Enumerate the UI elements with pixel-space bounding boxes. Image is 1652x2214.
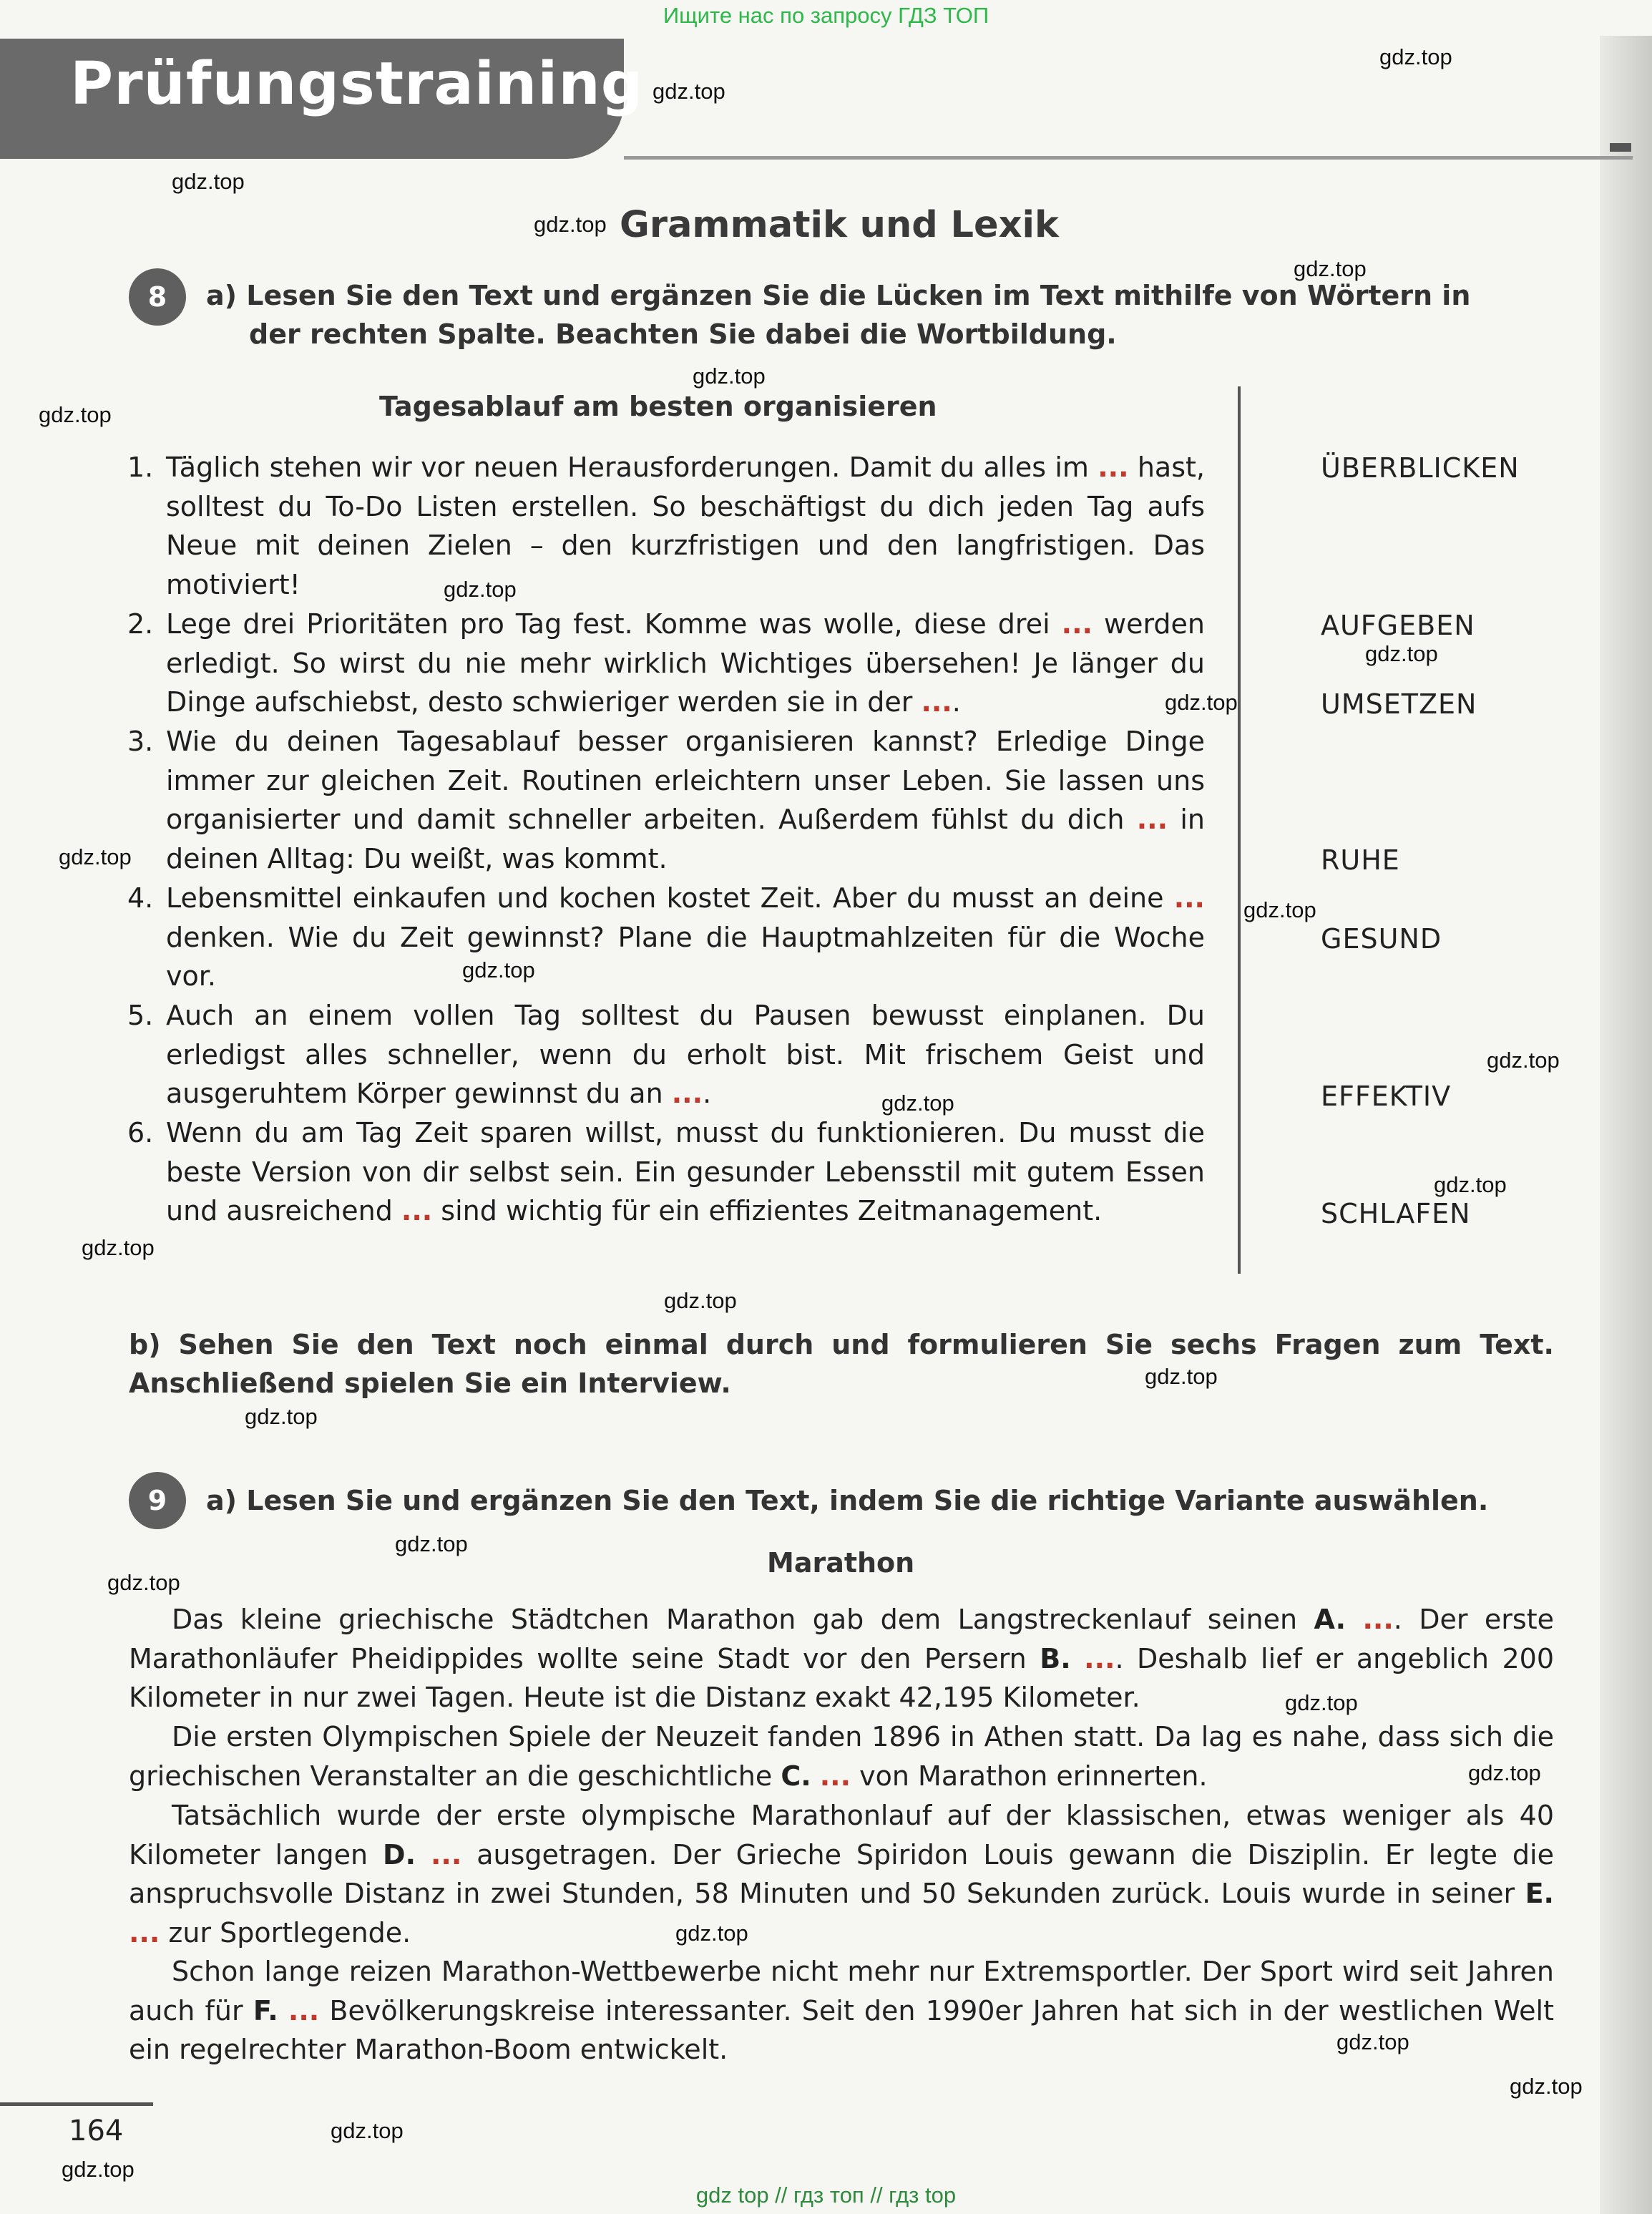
page-title: Prüfungstraining (70, 50, 644, 118)
watermark[interactable]: gdz.top (675, 1921, 748, 1946)
keyword: ÜBERBLICKEN (1321, 452, 1520, 484)
watermark[interactable]: gdz.top (664, 1288, 737, 1313)
gap-marker: ... (1173, 882, 1205, 914)
watermark[interactable]: gdz.top (1487, 1048, 1560, 1073)
watermark[interactable]: gdz.top (1243, 897, 1316, 922)
marathon-paragraph-1: Das kleine griechische Städtchen Marathon gab dem Langstreckenlauf seinen A. .... Der erste Marathonläufer Pheidippides wollte seine Stadt vor den Persern B. .... Deshalb lief er angeblich 200 Kilometer in nur zwei Tagen. Heute ist die Distanz exakt 42,195 Kilometer. (129, 1604, 1554, 1713)
gap-marker: ... (401, 1195, 433, 1227)
watermark[interactable]: gdz.top (462, 957, 535, 982)
column-divider (1238, 386, 1241, 1274)
marathon-paragraph-4: Schon lange reizen Marathon-Wettbewerbe nicht mehr nur Extremsportler. Der Sport wird seit Jahren auch für F. ... Bevölkerungskreise interessanter. Seit den 1990er Jahren hat sich in der westlichen Welt ein regelrechter Marathon-Boom entwickelt. (129, 1956, 1554, 2065)
gap-marker: ... (1061, 608, 1093, 640)
watermark[interactable]: gdz.top (1510, 2074, 1583, 2099)
item-text: Lege drei Prioritäten pro Tag fest. Komme was wolle, diese drei ... werden erledigt. So wirst du nie mehr wirklich Wichtiges übersehen! Je länger du Dinge aufschiebst, desto schwieriger werden sie in der .... (166, 608, 1205, 718)
watermark[interactable]: gdz.top (1145, 1364, 1218, 1389)
gap-marker: ... (1098, 452, 1129, 483)
watermark[interactable]: gdz.top (1468, 1760, 1541, 1785)
page-edge-marker (1610, 143, 1631, 152)
item-text: Wenn du am Tag Zeit sparen willst, musst du funktionieren. Du musst die beste Version von dir selbst sein. Ein gesunder Lebensstil mit gutem Essen und ausreichend ... sind wichtig für ein effizientes Zeitmanagement. (166, 1117, 1205, 1227)
watermark[interactable]: gdz.top (881, 1091, 954, 1116)
item-number: 3. (127, 726, 154, 757)
watermark[interactable]: gdz.top (1285, 1690, 1358, 1715)
watermark[interactable]: gdz.top (39, 402, 112, 427)
watermark[interactable]: gdz.top (172, 169, 245, 194)
keyword: GESUND (1321, 923, 1442, 955)
item-number: 5. (127, 1000, 154, 1031)
watermark[interactable]: gdz.top (1365, 641, 1438, 666)
page-binding-shadow (1600, 36, 1652, 2214)
item-number: 4. (127, 882, 154, 914)
gap-marker: ... (1084, 1642, 1115, 1674)
watermark[interactable]: gdz.top (59, 844, 132, 869)
watermark[interactable]: gdz.top (1379, 44, 1452, 69)
keyword: SCHLAFEN (1321, 1198, 1471, 1229)
watermark[interactable]: gdz.top (62, 2157, 135, 2182)
watermark[interactable]: gdz.top (693, 364, 766, 389)
watermark[interactable]: gdz.top (444, 577, 517, 602)
marathon-paragraph-3: Tatsächlich wurde der erste olympische Marathonlauf auf der klassischen, etwas weniger als 40 Kilometer langen D. ... ausgetragen. Der Grieche Spiridon Louis gewann die Disziplin. Er legte die anspruchsvolle Distanz in zwei Stunden, 58 Minuten und 50 Sekunden zurück. Louis wurde in seiner E. ... zur Sportlegende. (129, 1800, 1554, 1949)
item-text: Auch an einem vollen Tag solltest du Pausen bewusst einplanen. Du erledigst alles schneller, wenn du erholt bist. Mit frischem Geist und ausgeruhtem Körper gewinnst du an .... (166, 1000, 1205, 1109)
gap-marker: ... (288, 1994, 320, 2027)
watermark[interactable]: gdz.top (534, 212, 607, 237)
item-number: 1. (127, 452, 154, 483)
task-8a-instruction-line2: der rechten Spalte. Beachten Sie dabei die Wortbildung. (249, 318, 1117, 350)
header-rule (624, 156, 1633, 160)
watermark[interactable]: gdz.top (331, 2118, 404, 2143)
keyword: UMSETZEN (1321, 688, 1477, 720)
item-number: 6. (127, 1117, 154, 1149)
watermark[interactable]: gdz.top (653, 79, 725, 104)
keyword: RUHE (1321, 844, 1400, 876)
gap-marker: ... (1362, 1604, 1394, 1635)
page-number-rule (0, 2102, 153, 2106)
task-9a-instruction: a) Lesen Sie und ergänzen Sie den Text, indem Sie die richtige Variante auswählen. (206, 1485, 1489, 1516)
section-title: Grammatik und Lexik (620, 204, 1059, 246)
marathon-paragraph-2: Die ersten Olympischen Spiele der Neuzeit fanden 1896 in Athen statt. Da lag es nahe, dass sich die griechischen Veranstalter an die geschichtliche C. ... von Marathon erinnerten. (129, 1721, 1554, 1792)
gap-marker: ... (671, 1078, 703, 1109)
watermark[interactable]: gdz.top (1294, 256, 1367, 281)
task-8a-instruction-line1: a) Lesen Sie den Text und ergänzen Sie die Lücken im Text mithilfe von Wörtern in (206, 280, 1471, 311)
watermark[interactable]: gdz.top (82, 1235, 155, 1260)
gap-marker: ... (129, 1916, 160, 1949)
item-text: Täglich stehen wir vor neuen Herausforderungen. Damit du alles im ... hast, solltest du To-Do Listen erstellen. So beschäftigst du dich jeden Tag aufs Neue mit deinen Zielen – den kurzfristigen und den langfristigen. Das motiviert! (166, 452, 1205, 600)
task-9-text-title: Marathon (767, 1547, 915, 1579)
watermark[interactable]: gdz.top (245, 1404, 318, 1429)
keyword: EFFEKTIV (1321, 1081, 1452, 1112)
page-number: 164 (69, 2115, 124, 2147)
watermark[interactable]: gdz.top (1434, 1172, 1507, 1197)
keyword: AUFGEBEN (1321, 610, 1475, 641)
gap-marker: ... (819, 1760, 851, 1792)
task-9-badge: 9 (129, 1472, 186, 1529)
watermark[interactable]: gdz.top (1336, 2029, 1409, 2054)
item-text: Lebensmittel einkaufen und kochen kostet Zeit. Aber du musst an deine ... denken. Wie du Zeit gewinnst? Plane die Hauptmahlzeiten für die Woche vor. (166, 882, 1205, 992)
promo-banner-bottom[interactable]: gdz top // гдз топ // гдз top (695, 2183, 957, 2208)
gap-marker: ... (1136, 804, 1168, 835)
gap-marker: ... (921, 686, 952, 718)
gap-marker: ... (430, 1838, 462, 1871)
task-8-badge: 8 (129, 268, 186, 326)
watermark[interactable]: gdz.top (107, 1570, 180, 1595)
watermark[interactable]: gdz.top (1165, 690, 1238, 715)
task-8b-instruction: b) Sehen Sie den Text noch einmal durch und formulieren Sie sechs Fragen zum Text. Anschließend spielen Sie ein Interview. (129, 1329, 1554, 1399)
item-number: 2. (127, 608, 154, 640)
item-text: Wie du deinen Tagesablauf besser organisieren kannst? Erledige Dinge immer zur gleichen Zeit. Routinen erleichtern unser Leben. Sie lassen uns organisierter und damit schneller arbeiten. Außerdem fühlst du dich ... in deinen Alltag: Du weißt, was kommt. (166, 726, 1205, 874)
task-8-text-title: Tagesablauf am besten organisieren (379, 391, 937, 422)
promo-banner-top[interactable]: Ищите нас по запросу ГДЗ ТОП (663, 3, 989, 28)
watermark[interactable]: gdz.top (395, 1531, 468, 1556)
